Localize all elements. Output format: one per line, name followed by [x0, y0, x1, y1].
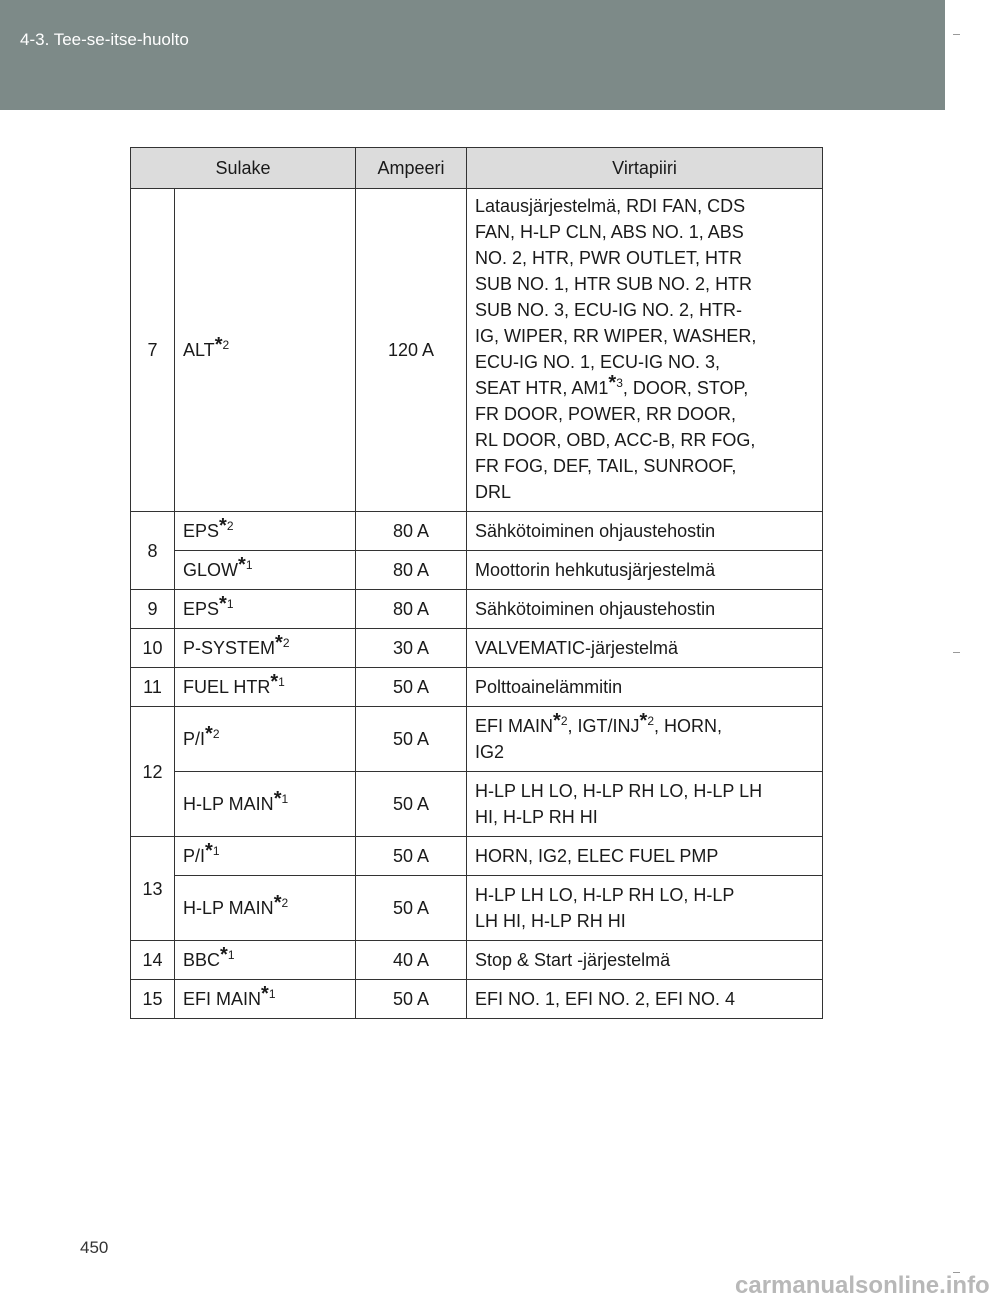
- header-fuse: Sulake: [131, 148, 356, 189]
- table-row: [131, 512, 823, 551]
- fuse-circuit: EFI MAIN*$^2$, IGT/INJ*$^2$, HORN, IG2: [467, 707, 823, 772]
- crop-mark-top: [953, 34, 960, 35]
- fuse-ampere: 120 A: [356, 189, 467, 512]
- table-row: [131, 629, 823, 668]
- fuse-ampere: 50 A: [356, 980, 467, 1019]
- fuse-circuit: Sähkötoiminen ohjaustehostin: [467, 512, 823, 551]
- fuse-number: 13: [131, 837, 175, 941]
- table-row: [131, 772, 823, 837]
- fuse-ampere: 50 A: [356, 707, 467, 772]
- fuse-name: H-LP MAIN*$^1$: [175, 772, 356, 837]
- fuse-name: P-SYSTEM*$^2$: [175, 629, 356, 668]
- fuse-number: 9: [131, 590, 175, 629]
- fuse-ampere: 50 A: [356, 772, 467, 837]
- fuse-number: 15: [131, 980, 175, 1019]
- fuse-number: 11: [131, 668, 175, 707]
- section-header: [0, 0, 945, 110]
- fuse-name: P/I*$^1$: [175, 837, 356, 876]
- fuse-ampere: 40 A: [356, 941, 467, 980]
- fuse-ampere: 80 A: [356, 590, 467, 629]
- fuse-ampere: 30 A: [356, 629, 467, 668]
- table-row: [131, 590, 823, 629]
- fuse-name: BBC*$^1$: [175, 941, 356, 980]
- fuse-number: 14: [131, 941, 175, 980]
- header-circuit: Virtapiiri: [467, 148, 823, 189]
- table-row: [131, 837, 823, 876]
- watermark: carmanualsonline.info: [735, 1272, 990, 1299]
- fuse-circuit: H-LP LH LO, H-LP RH LO, H-LP LH HI, H-LP RH HI: [467, 876, 823, 941]
- fuse-name: P/I*$^2$: [175, 707, 356, 772]
- page-number: 450: [80, 1238, 109, 1257]
- table-row: [131, 980, 823, 1019]
- fuse-ampere: 50 A: [356, 668, 467, 707]
- table-header-row: [131, 148, 823, 189]
- fuse-name: FUEL HTR*$^1$: [175, 668, 356, 707]
- section-title: 4-3. Tee-se-itse-huolto: [20, 30, 189, 49]
- fuse-circuit: Stop & Start -järjestelmä: [467, 941, 823, 980]
- fuse-number: 8: [131, 512, 175, 590]
- table-row: [131, 551, 823, 590]
- fuse-name: ALT*$^2$: [175, 189, 356, 512]
- fuse-circuit: Polttoainelämmitin: [467, 668, 823, 707]
- fuse-circuit: EFI NO. 1, EFI NO. 2, EFI NO. 4: [467, 980, 823, 1019]
- fuse-ampere: 50 A: [356, 876, 467, 941]
- fuse-number: 7: [131, 189, 175, 512]
- fuse-number: 10: [131, 629, 175, 668]
- fuse-circuit: Latausjärjestelmä, RDI FAN, CDS FAN, H-LP CLN, ABS NO. 1, ABS NO. 2, HTR, PWR OUTLET, HTR SUB NO. 1, HTR SUB NO. 2, HTR SUB NO. 3, ECU-IG NO. 2, HTR- IG, WIPER, RR WIPER, WASHER, ECU-IG NO. 1, ECU-IG NO. 3, SEAT HTR, AM1*$^3$, DOOR, STOP, FR DOOR, POWER, RR DOOR, RL DOOR, OBD, ACC-B, RR FOG, FR FOG, DEF, TAIL, SUNROOF, DRL: [467, 189, 823, 512]
- table-row: [131, 668, 823, 707]
- fuse-circuit: Sähkötoiminen ohjaustehostin: [467, 590, 823, 629]
- fuse-circuit: Moottorin hehkutusjärjestelmä: [467, 551, 823, 590]
- fuse-name: EPS*$^2$: [175, 512, 356, 551]
- table-row: [131, 707, 823, 772]
- fuse-ampere: 80 A: [356, 512, 467, 551]
- fuse-number: 12: [131, 707, 175, 837]
- fuse-ampere: 50 A: [356, 837, 467, 876]
- fuse-name: EFI MAIN*$^1$: [175, 980, 356, 1019]
- fuse-table: [130, 147, 823, 1019]
- fuse-ampere: 80 A: [356, 551, 467, 590]
- fuse-name: EPS*$^1$: [175, 590, 356, 629]
- header-ampere: Ampeeri: [356, 148, 467, 189]
- crop-mark-middle: [953, 652, 960, 653]
- fuse-circuit: H-LP LH LO, H-LP RH LO, H-LP LH HI, H-LP RH HI: [467, 772, 823, 837]
- table-row: [131, 876, 823, 941]
- table-row: [131, 941, 823, 980]
- table-row: [131, 189, 823, 512]
- fuse-circuit: HORN, IG2, ELEC FUEL PMP: [467, 837, 823, 876]
- fuse-name: H-LP MAIN*$^2$: [175, 876, 356, 941]
- fuse-circuit: VALVEMATIC-järjestelmä: [467, 629, 823, 668]
- fuse-name: GLOW*$^1$: [175, 551, 356, 590]
